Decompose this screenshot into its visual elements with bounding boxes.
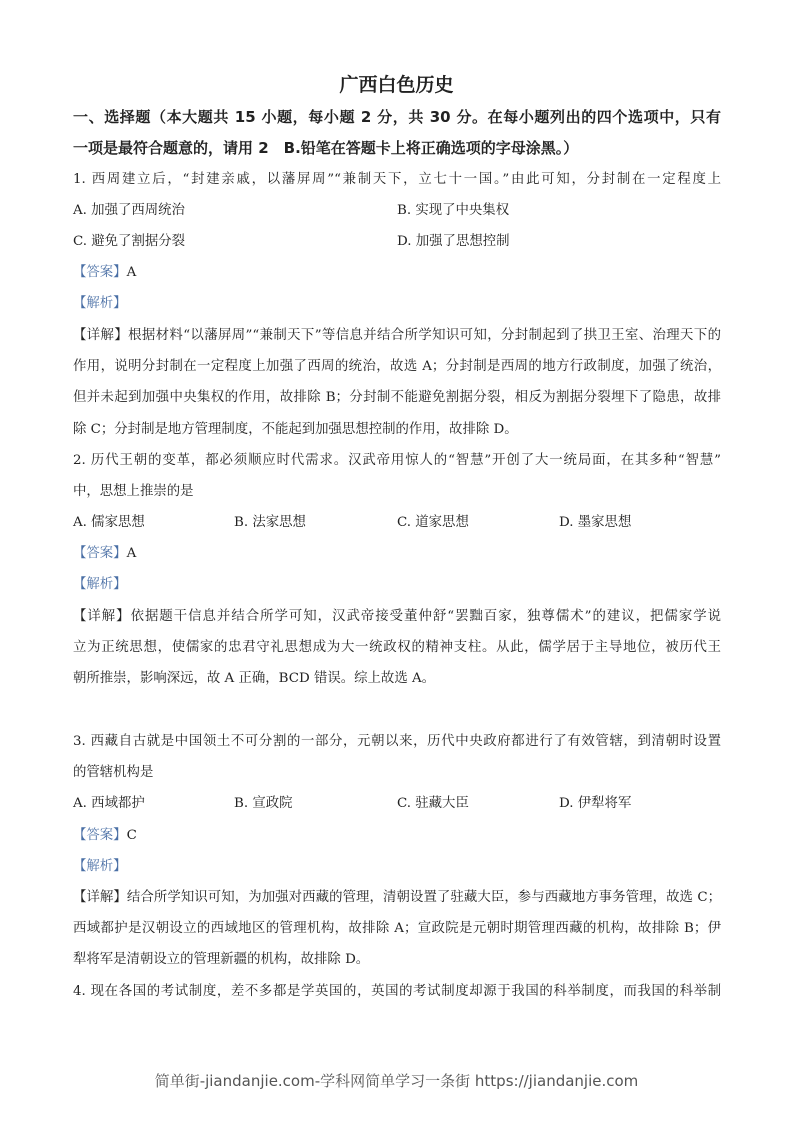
answer-label: 【答案】: [73, 828, 127, 843]
detail-line: 除 C；分封制是地方管理制度，不能起到加强思想控制的作用，故排除 D。: [73, 422, 518, 437]
footer-watermark: 简单街-jiandanjie.com-学科网简单学习一条街 https://jiandanjie.com: [154, 1072, 639, 1090]
question-stem: 1. 西周建立后，“封建亲戚，以藩屏周”“兼制天下，立七十一国。”由此可知，分封制在一定程度上: [73, 172, 721, 187]
section-heading: 一项是最符合题意的，请用 2 B.铅笔在答题卡上将正确选项的字母涂黑。）: [73, 139, 579, 157]
section-heading: 一、选择题（本大题共 15 小题，每小题 2 分，共 30 分。在每小题列出的四个选项中，只有: [73, 108, 721, 126]
analysis-label: 【解析】: [73, 859, 127, 874]
answer-value: A: [126, 265, 137, 280]
detail-text: 依据题干信息并结合所学可知，汉武帝接受董仲舒“罢黜百家，独尊儒术”的建议，把儒家学说: [130, 609, 721, 624]
detail-label: 【详解】: [73, 609, 131, 624]
option-a: A. 西域都护: [73, 796, 145, 811]
question-stem: 2. 历代王朝的变革，都必须顺应时代需求。汉武帝用惊人的“智慧”开创了大一统局面，在其多种“智慧”: [73, 453, 721, 468]
option-c: C. 驻藏大臣: [397, 796, 469, 811]
option-b: B. 实现了中央集权: [397, 203, 510, 218]
question-stem: 4. 现在各国的考试制度，差不多都是学英国的，英国的考试制度却源于我国的科举制度，而我国的科举制: [73, 984, 721, 999]
option-c: C. 道家思想: [397, 515, 469, 530]
option-b: B. 宣政院: [234, 796, 293, 811]
detail-line: 作用，说明分封制在一定程度上加强了西周的统治，故选 A；分封制是西周的地方行政制度，加强了统治，: [73, 359, 721, 374]
option-d: D. 加强了思想控制: [397, 234, 510, 249]
answer-label: 【答案】: [73, 546, 127, 561]
option-b: B. 法家思想: [234, 515, 306, 530]
answer-line: [73, 263, 721, 283]
answer-label: 【答案】: [73, 265, 127, 280]
option-d: D. 伊犁将军: [559, 796, 632, 811]
detail-line: 犁将军是清朝设立的管理新疆的机构，故排除 D。: [73, 952, 370, 967]
option-a: A. 儒家思想: [73, 515, 145, 530]
detail-line: [73, 888, 721, 908]
detail-line: 朝所推崇，影响深远，故 A 正确，BCD 错误。综上故选 A。: [73, 671, 436, 686]
detail-label: 【详解】: [73, 328, 129, 343]
detail-line: 但并未起到加强中央集权的作用，故排除 B；分封制不能避免割据分裂，相反为割据分裂埋下了隐患，故排: [73, 390, 721, 405]
answer-line: [73, 826, 721, 846]
answer-value: A: [126, 546, 137, 561]
detail-line: [73, 326, 721, 346]
analysis-label: 【解析】: [73, 577, 127, 592]
analysis-label: 【解析】: [73, 296, 127, 311]
option-d: D. 墨家思想: [559, 515, 632, 530]
detail-line: [73, 607, 721, 627]
option-a: A. 加强了西周统治: [73, 203, 185, 218]
question-stem: 的管辖机构是: [73, 765, 154, 780]
question-stem: 3. 西藏自古就是中国领土不可分割的一部分，元朝以来，历代中央政府都进行了有效管辖，到清朝时设置: [73, 734, 721, 749]
question-stem: 中，思想上推崇的是: [73, 484, 194, 499]
detail-text: 根据材料“以藩屏周”“兼制天下”等信息并结合所学知识可知，分封制起到了拱卫王室、治理天下的: [128, 328, 722, 343]
answer-value: C: [126, 828, 137, 843]
page-title: 广西白色历史: [339, 74, 454, 96]
answer-line: [73, 544, 721, 564]
detail-line: 立为正统思想，使儒家的忠君守礼思想成为大一统政权的精神支柱。从此，儒学居于主导地位，被历代王: [73, 640, 721, 655]
option-c: C. 避免了割据分裂: [73, 234, 186, 249]
detail-line: 西域都护是汉朝设立的西域地区的管理机构，故排除 A；宣政院是元朝时期管理西藏的机构，故排除 B；伊: [73, 921, 721, 936]
detail-label: 【详解】: [73, 890, 127, 905]
detail-text: 结合所学知识可知，为加强对西藏的管理，清朝设置了驻藏大臣，参与西藏地方事务管理，故选 C；: [126, 890, 722, 905]
